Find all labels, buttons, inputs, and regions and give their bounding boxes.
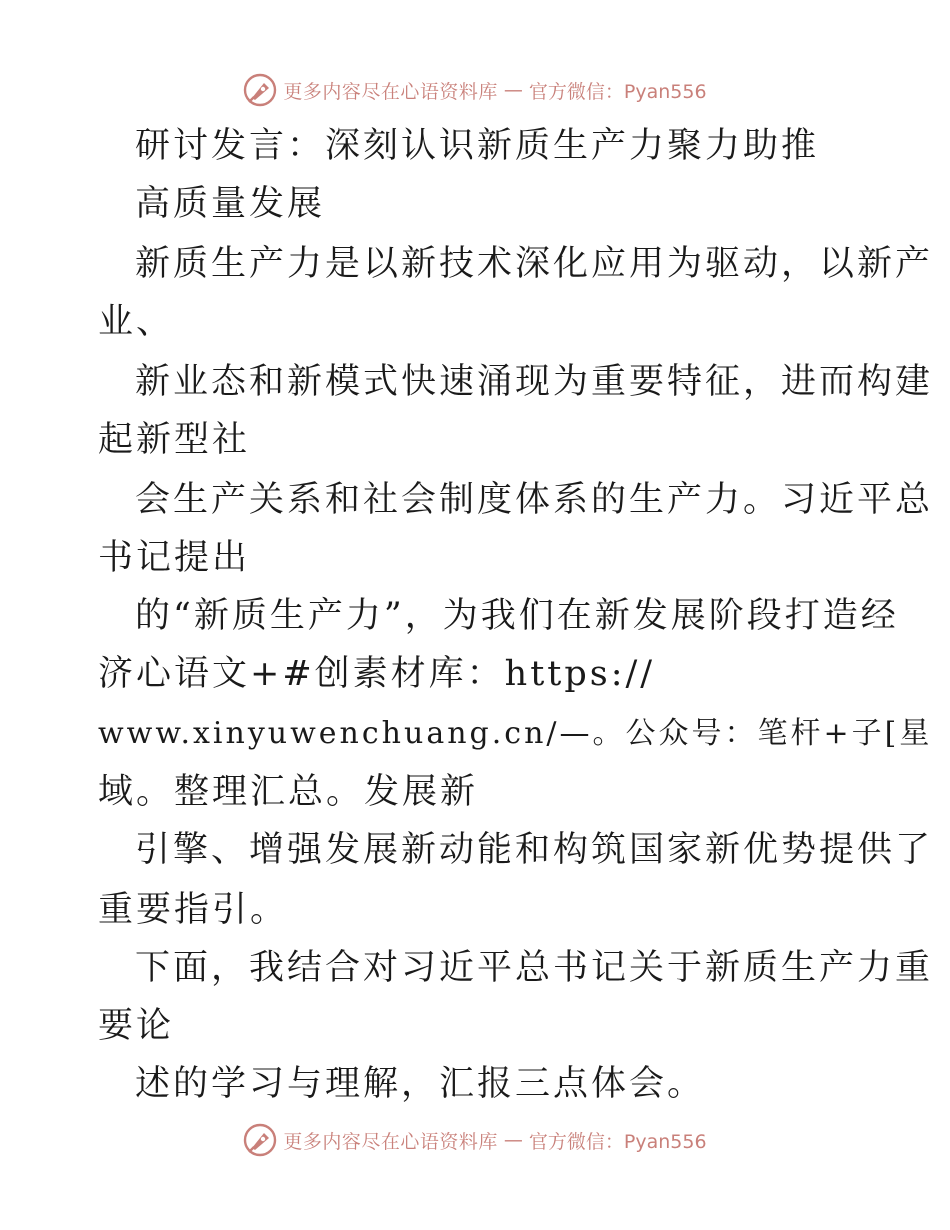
paragraph-line: 业、	[98, 302, 175, 342]
banner-wechat-text: 官方微信：Pyan556	[528, 1130, 707, 1153]
paragraph-line: 要论	[98, 1006, 175, 1046]
header-banner	[0, 70, 950, 110]
paragraph-line: 述的学习与理解，汇报三点体会。	[135, 1064, 706, 1104]
doc-title-line-2: 高质量发展	[135, 184, 326, 224]
paragraph-line: 下面，我结合对习近平总书记关于新质生产力重	[135, 948, 934, 988]
banner-site-text: 更多内容尽在心语资料库	[283, 1130, 498, 1153]
pen-nib-logo-icon	[243, 73, 277, 107]
paragraph-line: 域。整理汇总。发展新	[98, 772, 479, 812]
paragraph-line: 新质生产力是以新技术深化应用为驱动，以新产	[135, 244, 934, 284]
doc-title-line-1: 研讨发言：深刻认识新质生产力聚力助推	[135, 126, 820, 166]
paragraph-line: 会生产关系和社会制度体系的生产力。习近平总	[135, 480, 934, 520]
paragraph-line: www.xinyuwenchuang.cn/—。公众号：笔杆+子[星	[98, 716, 933, 751]
paragraph-line: 济心语文+#创素材库：https://	[98, 654, 656, 694]
paragraph-line: 起新型社	[98, 420, 251, 460]
paragraph-line: 引擎、增强发展新动能和构筑国家新优势提供了	[135, 830, 934, 870]
banner-wechat-text: 官方微信：Pyan556	[528, 80, 707, 103]
paragraph-line: 重要指引。	[98, 890, 289, 930]
banner-separator: —	[503, 79, 523, 101]
banner-separator: —	[503, 1129, 523, 1151]
paragraph-line: 的“新质生产力”，为我们在新发展阶段打造经	[135, 596, 899, 636]
pen-nib-logo-icon	[243, 1123, 277, 1157]
banner-site-text: 更多内容尽在心语资料库	[283, 80, 498, 103]
paragraph-line: 新业态和新模式快速涌现为重要特征，进而构建	[135, 362, 934, 402]
footer-banner	[0, 1120, 950, 1160]
paragraph-line: 书记提出	[98, 538, 251, 578]
